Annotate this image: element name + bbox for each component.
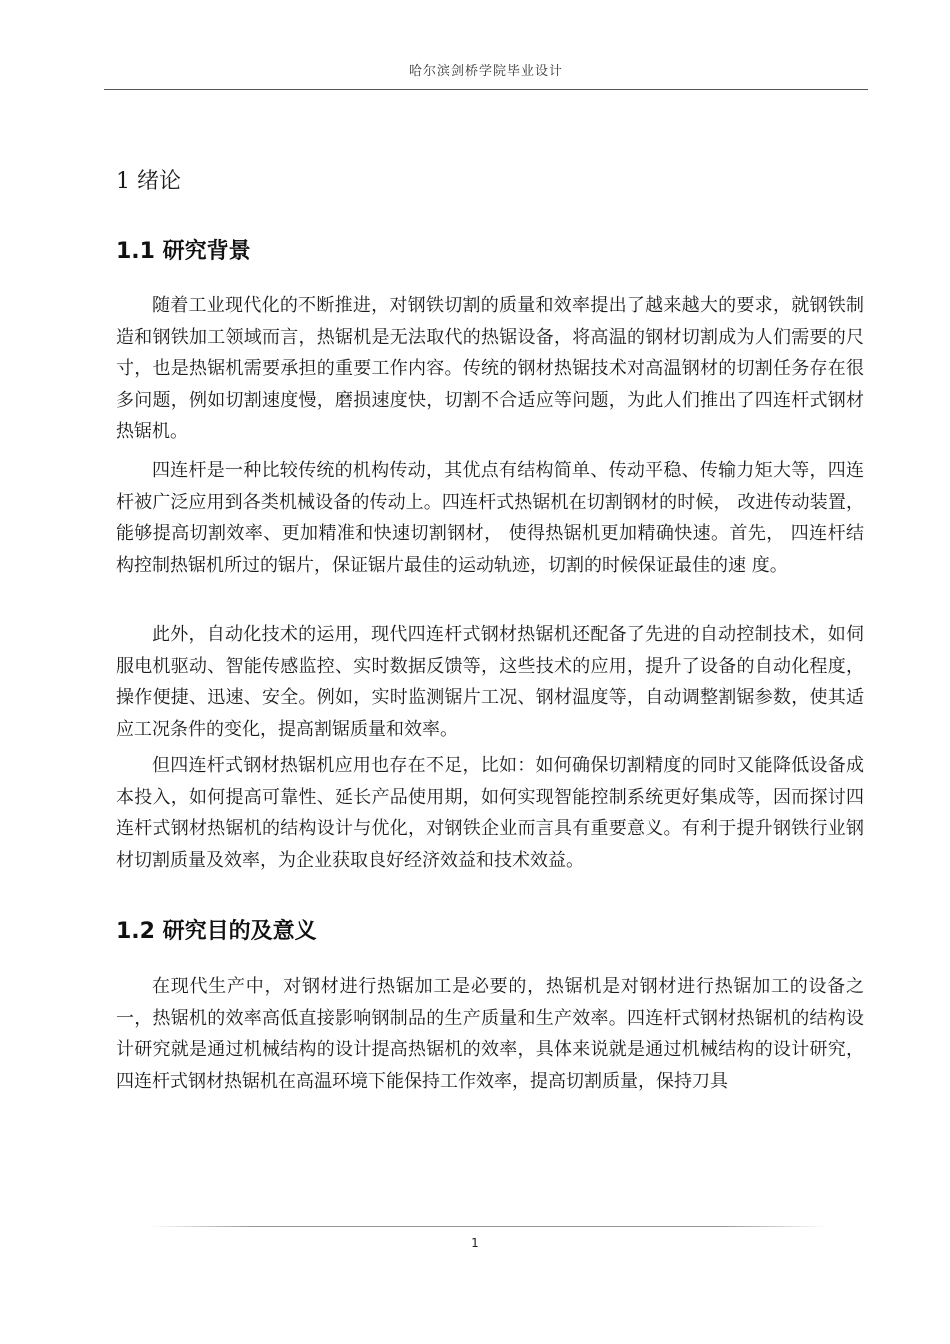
paragraph: 在现代生产中，对钢材进行热锯加工是必要的，热锯机是对钢材进行热锯加工的设备之一，热锯机的效率高低直接影响钢制品的生产质量和生产效率。四连杆式钢材热锯机的结构设计研究就是通过机械结构的设计提高热锯机的效率，具体来说就是通过机械结构的设计研究，四连杆式钢材热锯机在高温环境下能保持工作效率，提高切割质量，保持刀具 xyxy=(116,976,864,1092)
chapter-title: 1 绪论 xyxy=(116,169,181,194)
page-number: 1 xyxy=(471,1236,479,1250)
paragraph: 四连杆是一种比较传统的机构传动，其优点有结构简单、传动平稳、传输力矩大等，四连杆被广泛应用到各类机械设备的传动上。四连杆式热锯机在切割钢材的时候， 改进传动装置，能够提高切割效率、更加精准和快速切割钢材， 使得热锯机更加精确快速。首先， 四连杆结构控制热锯机所过的锯片，保证锯片最佳的运动轨迹，切割的时候保证最佳的速 度。 xyxy=(116,460,864,576)
section-title-1-2: 1.2 研究目的及意义 xyxy=(116,919,317,944)
paragraph: 随着工业现代化的不断推进，对钢铁切割的质量和效率提出了越来越大的要求，就钢铁制造和钢铁加工领域而言，热锯机是无法取代的热锯设备，将高温的钢材切割成为人们需要的尺寸，也是热锯机需要承担的重要工作内容。传统的钢材热锯技术对高温钢材的切割任务存在很多问题，例如切割速度慢，磨损速度快，切割不合适应等问题，为此人们推出了四连杆式钢材热锯机。 xyxy=(116,295,864,442)
paragraph: 此外，自动化技术的运用，现代四连杆式钢材热锯机还配备了先进的自动控制技术，如伺服电机驱动、智能传感监控、实时数据反馈等，这些技术的应用，提升了设备的自动化程度，操作便捷、迅速、安全。例如，实时监测锯片工况、钢材温度等，自动调整割锯参数，使其适应工况条件的变化，提高割锯质量和效率。 xyxy=(116,624,864,740)
paragraph: 但四连杆式钢材热锯机应用也存在不足，比如：如何确保切割精度的同时又能降低设备成本投入，如何提高可靠性、延长产品使用期，如何实现智能控制系统更好集成等，因而探讨四连杆式钢材热锯机的结构设计与优化，对钢铁企业而言具有重要意义。有利于提升钢铁行业钢材切割质量及效率，为企业获取良好经济效益和技术效益。 xyxy=(116,755,864,871)
footer-divider xyxy=(150,1226,826,1227)
page-header: 哈尔滨剑桥学院毕业设计 xyxy=(408,64,563,79)
section-title-1-1: 1.1 研究背景 xyxy=(116,239,251,264)
header-divider xyxy=(104,89,868,90)
